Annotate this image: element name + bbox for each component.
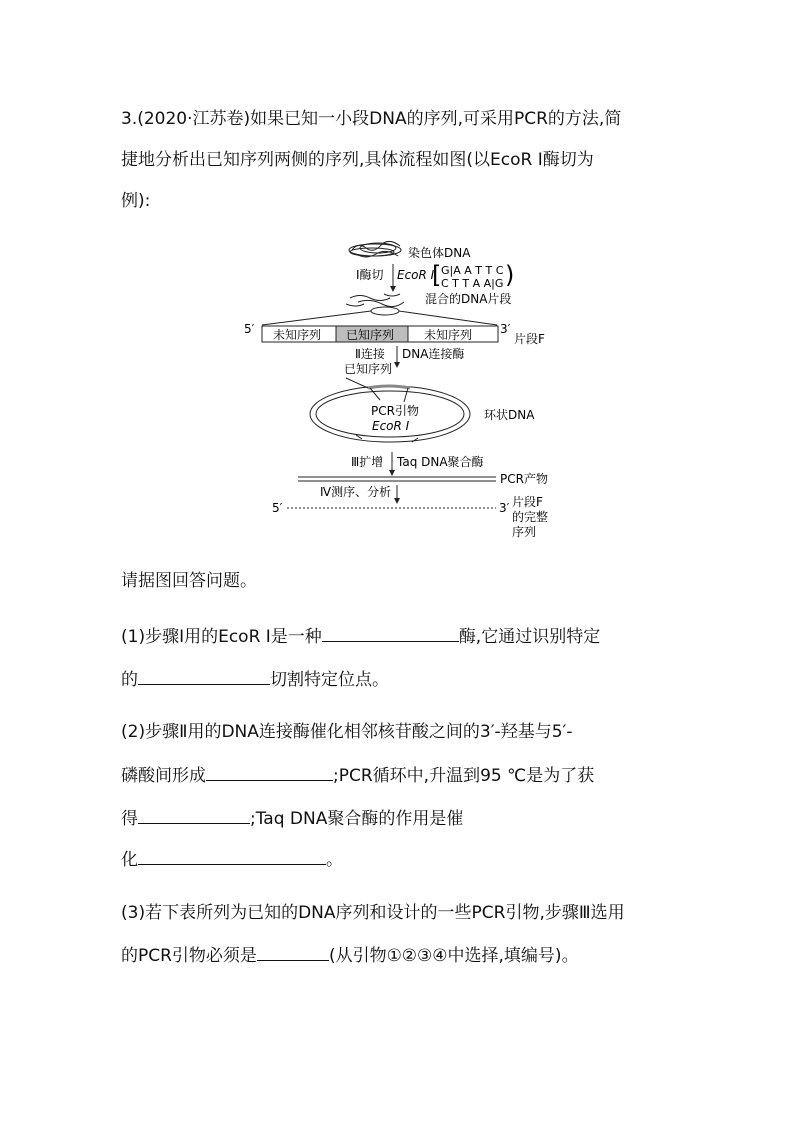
question-3-line-2: [121, 942, 579, 968]
five-prime-label-2: 5′: [272, 501, 283, 515]
pcr-primer-label: PCR引物: [371, 404, 419, 418]
question-1-line-2: [121, 666, 389, 692]
q2-text-g: 。: [326, 850, 343, 870]
q3-answer-blank[interactable]: [257, 942, 329, 961]
question-2-line-1: (2)步骤Ⅱ用的DNA连接酶催化相邻核苷酸之间的3′-羟基与5′-: [121, 722, 573, 742]
unknown-seq-right: 未知序列: [424, 328, 473, 342]
unknown-seq-left: 未知序列: [273, 328, 322, 342]
question-2-line-4: [121, 846, 343, 872]
five-prime-label: 5′: [244, 322, 255, 336]
fragment-f-label: 片段F: [514, 332, 545, 346]
known-seq-ring-label: 已知序列: [344, 362, 393, 376]
question-line-2: 捷地分析出已知序列两侧的序列,具体流程如图(以EcoR Ⅰ酶切为: [121, 150, 594, 170]
fan-line-right: [399, 311, 497, 325]
q1-text-a: (1)步骤Ⅰ用的EcoR Ⅰ是一种: [121, 627, 322, 647]
step4-arrowhead: [394, 498, 400, 504]
bracket-icon: [: [432, 261, 442, 289]
chromosome-dna-label: 染色体DNA: [408, 246, 471, 260]
dna-fragments-icon: [346, 294, 404, 315]
step4-label: Ⅳ测序、分析: [320, 485, 392, 499]
full-seq-label-1: 片段F: [512, 495, 543, 509]
q3-text-c: (从引物①②③④中选择,填编号)。: [328, 946, 579, 966]
three-prime-label-2: 3′: [499, 501, 510, 515]
question-3-line-1: (3)若下表所列为已知的DNA序列和设计的一些PCR引物,步骤Ⅲ选用: [121, 903, 625, 923]
q1-answer-blank-1[interactable]: [322, 623, 459, 642]
step2-arrowhead: [394, 362, 400, 368]
pcr-product-label: PCR产物: [500, 472, 548, 486]
q1-text-b: 酶,它通过识别特定: [458, 627, 601, 647]
q2-answer-blank-2[interactable]: [138, 805, 250, 824]
q2-text-b: 磷酸间形成: [121, 766, 206, 786]
fan-line-left: [262, 311, 371, 325]
step1-arrowhead: [390, 286, 396, 292]
question-2-line-2: [121, 762, 594, 788]
pcr-flow-diagram: [0, 230, 794, 560]
step1-label: Ⅰ酶切: [356, 268, 384, 282]
step2-label: Ⅱ连接: [355, 347, 385, 361]
answer-prompt: 请据图回答问题。: [121, 571, 257, 591]
bracket-close-icon: ): [505, 261, 515, 289]
step3-label: Ⅲ扩增: [351, 455, 384, 469]
q1-text-d: 切割特定位点。: [270, 670, 389, 690]
q2-text-f: 化: [121, 850, 138, 870]
ecori-ring-label: EcoR Ⅰ: [372, 419, 410, 433]
question-1-line-1: [121, 623, 600, 649]
circular-dna-label: 环状DNA: [484, 408, 535, 422]
q2-answer-blank-3[interactable]: [138, 846, 326, 865]
step3-arrowhead: [389, 470, 395, 476]
recognition-seq-bottom: C T T A A|G: [441, 277, 504, 290]
q2-text-e: ;Taq DNA聚合酶的作用是催: [250, 809, 464, 829]
mixed-fragments-label: 混合的DNA片段: [425, 292, 512, 306]
three-prime-label: 3′: [500, 322, 511, 336]
ligase-label: DNA连接酶: [402, 347, 465, 361]
question-2-line-3: [121, 805, 463, 831]
q2-answer-blank-1[interactable]: [206, 762, 333, 781]
full-seq-label-3: 序列: [512, 525, 537, 539]
recognition-seq-top: G|A A T T C: [441, 264, 504, 277]
chromosome-dna-icon: [349, 241, 401, 257]
q1-answer-blank-2[interactable]: [138, 666, 270, 685]
q1-text-c: 的: [121, 670, 138, 690]
known-seq-label: 已知序列: [346, 328, 395, 342]
taq-label: Taq DNA聚合酶: [397, 455, 484, 469]
q3-text-b: 的PCR引物必须是: [121, 946, 257, 966]
ecori-label: EcoR Ⅰ: [397, 268, 435, 282]
full-seq-label-2: 的完整: [512, 510, 549, 524]
question-line-3: 例):: [121, 191, 151, 211]
q2-text-d: 得: [121, 809, 138, 829]
question-line-1: 3.(2020·江苏卷)如果已知一小段DNA的序列,可采用PCR的方法,简: [121, 109, 622, 129]
q2-text-c: ;PCR循环中,升温到95 ℃是为了获: [333, 766, 595, 786]
